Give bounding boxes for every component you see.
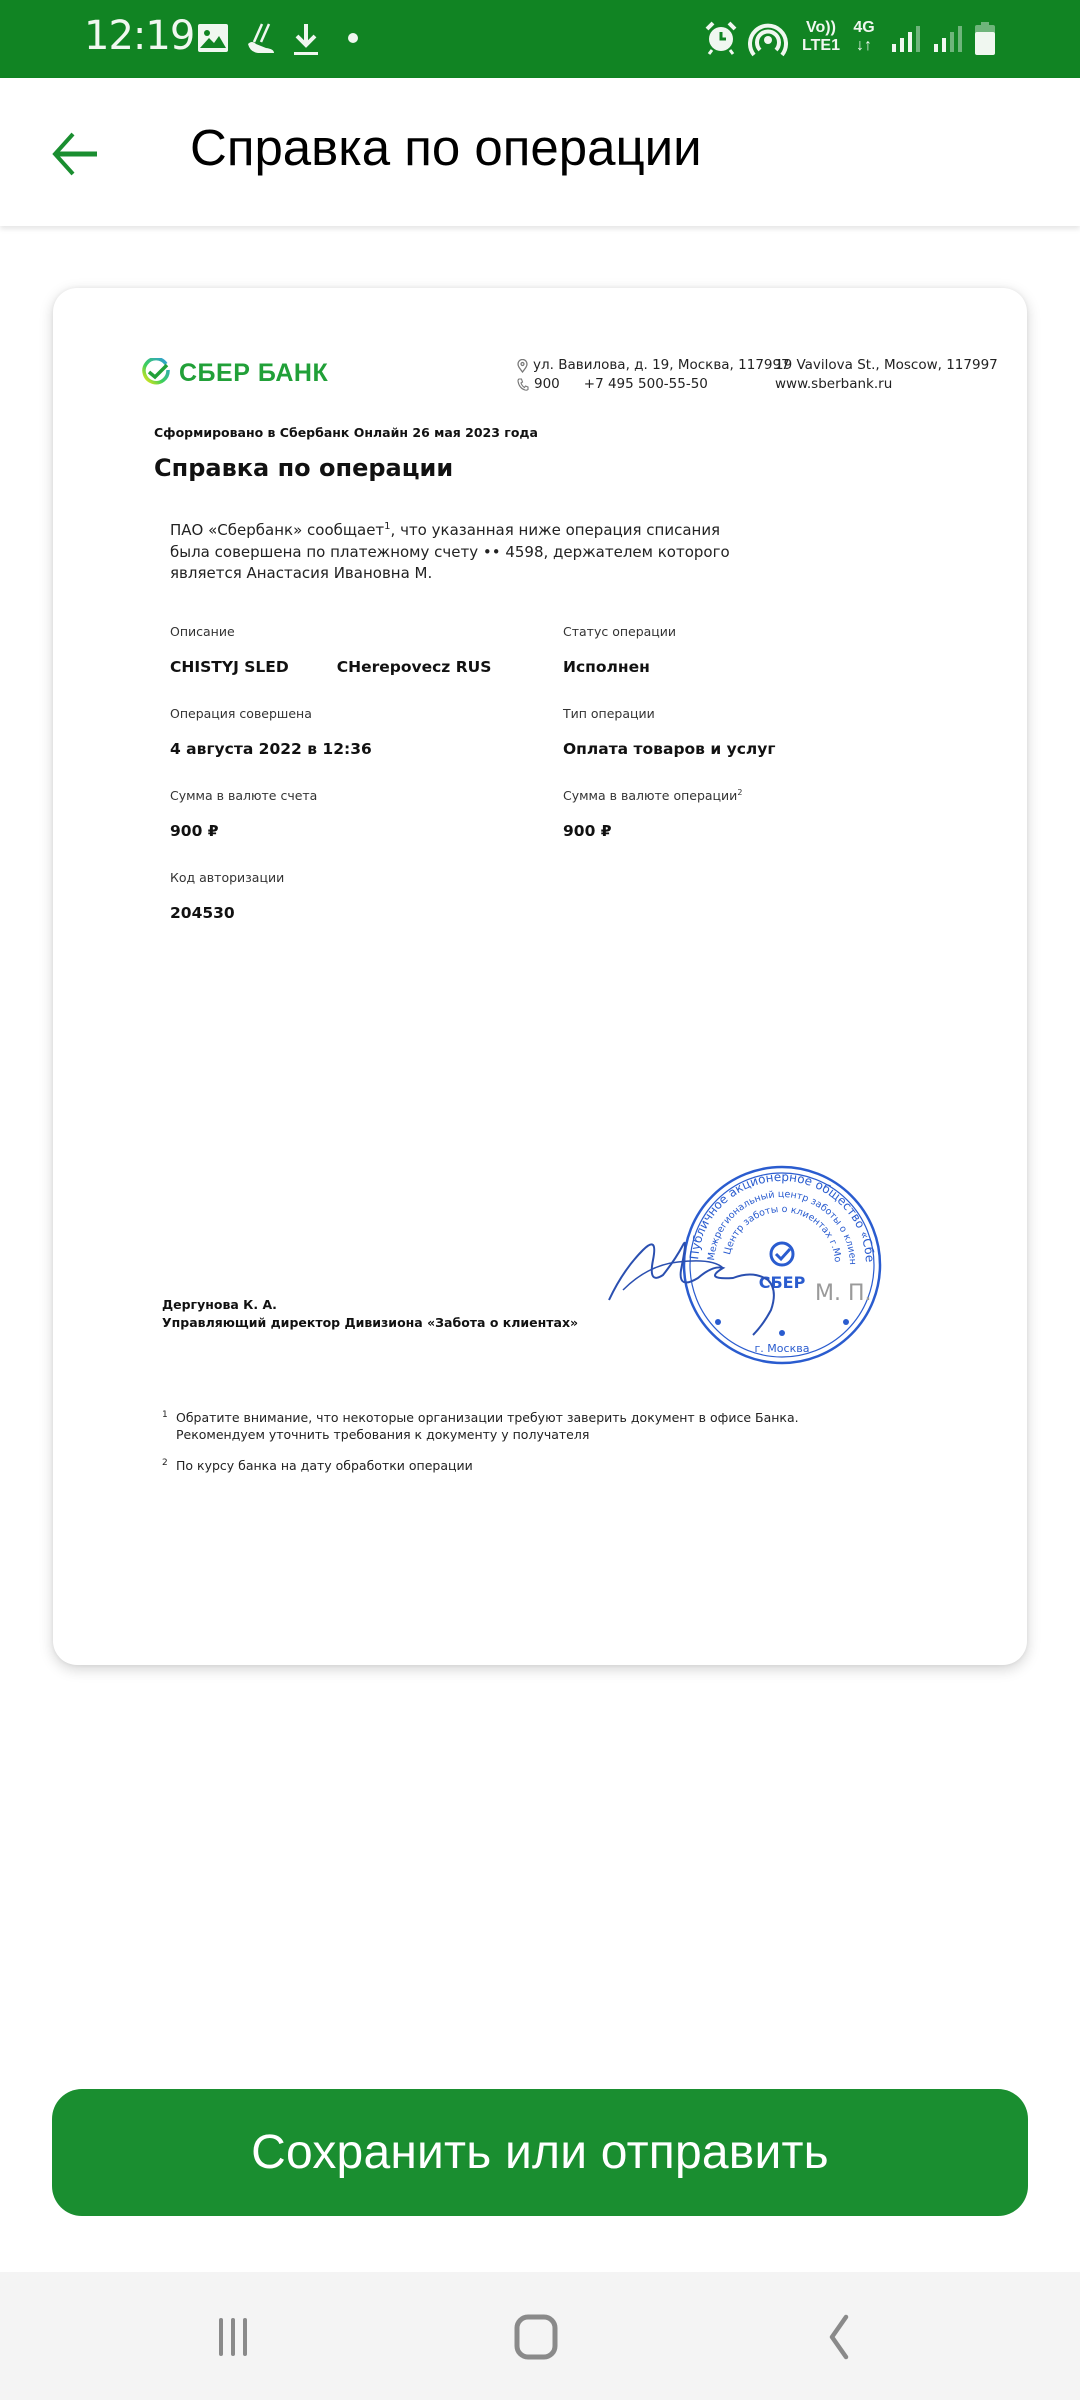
- footnote-number: 1: [162, 1410, 168, 1420]
- phone-long: +7 495 500-55-50: [583, 376, 708, 392]
- sber-logo-icon: [141, 358, 171, 388]
- logo-text: СБЕР БАНК: [179, 358, 329, 387]
- contacts-en: [775, 356, 998, 394]
- home-icon: [514, 2314, 558, 2360]
- field-status: [563, 624, 676, 676]
- field-label: Статус операции: [563, 624, 677, 639]
- field-label: Тип операции: [563, 706, 655, 721]
- stamp-bottom-text: г. Москва: [754, 1342, 810, 1355]
- gallery-icon: [197, 23, 229, 53]
- label-text: Сумма в валюте операции: [563, 788, 738, 804]
- signer-block: [162, 1296, 578, 1332]
- signal-icon: [932, 24, 962, 54]
- app-bar: [0, 78, 1080, 226]
- field-label: Код авторизации: [170, 870, 285, 885]
- intro-text: [170, 516, 730, 585]
- stamp-and-signature: [603, 1150, 963, 1370]
- volte-icon: [800, 19, 842, 55]
- field-value: 900 ₽: [170, 822, 219, 840]
- contacts-ru: [517, 356, 790, 394]
- home-button[interactable]: [491, 2302, 581, 2372]
- signal-icon: [890, 24, 920, 54]
- signer-name: Дергунова К. А.: [162, 1297, 277, 1312]
- footnote-ref: 2: [737, 788, 743, 797]
- field-label: Описание: [170, 624, 235, 639]
- field-label: Операция совершена: [170, 706, 312, 721]
- field-value: [170, 658, 491, 676]
- dot-icon: [347, 32, 359, 44]
- phone-short: 900: [534, 376, 560, 392]
- intro-part2: , что указанная ниже операция списания была совершена по платежному счету •• 4598, держателем которого является Анастасия Ивановна М.: [170, 521, 730, 582]
- system-back-button[interactable]: [794, 2302, 884, 2372]
- field-value: Исполнен: [563, 658, 650, 676]
- stamp-center-text: СБЕР: [758, 1273, 806, 1292]
- battery-icon: [974, 22, 996, 56]
- sneaker-icon: [244, 22, 276, 56]
- field-value: 204530: [170, 904, 235, 922]
- 4g-data-icon: [850, 19, 878, 55]
- stamp-outer-text: Публичное акционерное общество «Сбе: [687, 1169, 878, 1263]
- footnote: [162, 1457, 802, 1474]
- field-type: [563, 706, 776, 758]
- document-preview[interactable]: [53, 288, 1027, 1665]
- address-en: 19 Vavilova St., Moscow, 117997: [775, 357, 998, 373]
- sber-logo: [141, 358, 328, 388]
- alarm-icon: [704, 20, 738, 56]
- field-amount-account: [170, 788, 317, 840]
- field-value: 4 августа 2022 в 12:36: [170, 740, 372, 758]
- footnote: [162, 1409, 802, 1443]
- back-button[interactable]: [40, 114, 110, 194]
- back-icon: [824, 2314, 854, 2360]
- signer-position: Управляющий директор Дивизиона «Забота о клиентах»: [162, 1315, 579, 1330]
- phone-icon: [517, 378, 529, 391]
- volte-label: Vo)): [806, 19, 836, 36]
- footnote-text: Обратите внимание, что некоторые организации требуют заверить документ в офисе Банка. Рекомендуем уточнить требования к документу у получателя: [176, 1410, 799, 1442]
- field-value: 900 ₽: [563, 822, 612, 841]
- save-or-send-label: Сохранить или отправить: [251, 2126, 829, 2179]
- bank-stamp: [603, 1150, 963, 1370]
- field-date: [170, 706, 372, 758]
- footnote-text: По курсу банка на дату обработки операции: [176, 1458, 473, 1473]
- merchant-city: CHerepovecz RUS: [336, 658, 492, 676]
- field-label: Сумма в валюте счета: [170, 788, 318, 803]
- intro-part1: ПАО «Сбербанк» сообщает: [170, 521, 385, 539]
- intro-footnote-ref: 1: [384, 521, 391, 532]
- address-ru: ул. Вавилова, д. 19, Москва, 117997: [533, 357, 790, 373]
- save-or-send-button[interactable]: [52, 2089, 1028, 2216]
- hotspot-icon: [748, 20, 788, 60]
- location-pin-icon: [517, 359, 528, 373]
- download-icon: [292, 22, 320, 56]
- recents-icon: [213, 2315, 253, 2359]
- field-auth-code: [170, 870, 284, 922]
- footnotes: [162, 1409, 802, 1488]
- document-title: Справка по операции: [154, 454, 454, 482]
- mp-label: М. П.: [815, 1281, 872, 1306]
- system-nav-bar: [0, 2272, 1080, 2400]
- recents-button[interactable]: [188, 2302, 278, 2372]
- field-label: [563, 788, 742, 803]
- website: www.sberbank.ru: [775, 376, 893, 392]
- stamp-middle-text: Межрегиональный центр заботы о клиен: [706, 1188, 859, 1266]
- formed-date: Сформировано в Сбербанк Онлайн 26 мая 2023 года: [154, 425, 538, 440]
- status-time: 12:19: [84, 13, 195, 59]
- data-arrows: ↓↑: [856, 37, 872, 54]
- footnote-number: 2: [162, 1458, 168, 1468]
- arrow-left-icon: [51, 131, 99, 177]
- field-value: Оплата товаров и услуг: [563, 740, 776, 758]
- content-area: [0, 226, 1080, 2172]
- field-description: [170, 624, 491, 676]
- merchant-name: CHISTYJ SLED: [170, 658, 289, 676]
- lte-label: LTE1: [802, 37, 840, 54]
- field-amount-operation: [563, 788, 742, 840]
- stamp-inner-text: Центр заботы о клиентах г.Мо: [722, 1203, 843, 1263]
- network-type-label: 4G: [853, 19, 875, 36]
- page-title: Справка по операции: [190, 119, 702, 176]
- status-bar: [0, 0, 1080, 78]
- document: [53, 288, 1027, 1665]
